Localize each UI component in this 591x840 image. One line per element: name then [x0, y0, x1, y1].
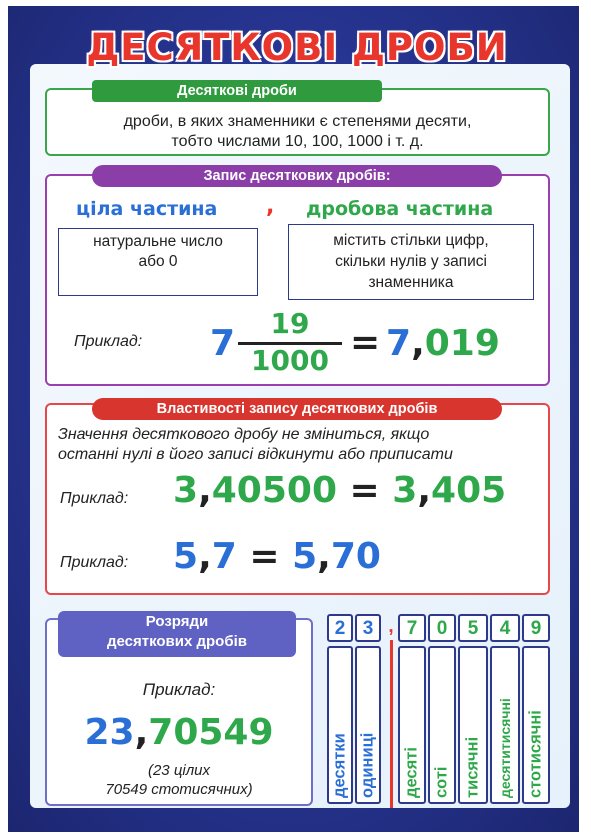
e2b-whole: 5: [292, 536, 318, 577]
frac-desc-3: знаменника: [368, 274, 454, 291]
digit-cell: [458, 614, 488, 642]
digit-cell: [327, 614, 353, 642]
whole-desc-1: натуральне число: [93, 233, 223, 250]
places-fraction: 70549: [148, 712, 274, 753]
notation-tab: Запис десяткових дробів:: [92, 165, 502, 187]
place-name: соті: [432, 766, 451, 798]
digit-cell: [490, 614, 520, 642]
place-name-cell: [458, 646, 488, 804]
whole-part-label: ціла частина: [76, 198, 218, 220]
property-example-2: [173, 536, 381, 577]
place-digit: 2: [334, 618, 346, 639]
e2b-fraction: 70: [330, 536, 381, 577]
e1b-whole: 3: [392, 470, 418, 511]
e2a-fraction: 7: [211, 536, 237, 577]
digit-cell: [398, 614, 426, 642]
place-name: десяті: [402, 747, 421, 798]
place-name: десятки: [330, 733, 349, 798]
notation-equals: =: [350, 322, 381, 363]
whole-desc-2: або 0: [138, 253, 178, 270]
e2a-comma: ,: [198, 536, 212, 577]
notation-example-label: Приклад:: [74, 333, 143, 350]
place-digit: 4: [499, 618, 511, 639]
places-whole: 23: [84, 712, 135, 753]
result-fraction: 019: [424, 323, 500, 364]
definition-text-2: тобто числами 10, 100, 1000 і т. д.: [171, 133, 424, 150]
properties-tab: Властивості запису десяткових дробів: [92, 398, 502, 420]
e1-equals: =: [349, 470, 380, 511]
e1a-whole: 3: [173, 470, 199, 511]
fraction-denominator: 1000: [251, 344, 329, 377]
place-name-cell: [327, 646, 353, 804]
notation-result: [386, 323, 500, 364]
mixed-whole: 7: [210, 323, 236, 364]
places-tab-line-2: десяткових дробів: [106, 633, 248, 650]
digit-cell: [428, 614, 456, 642]
place-digit: 3: [362, 618, 374, 639]
frac-desc-1: містить стільки цифр,: [333, 232, 489, 249]
e2a-whole: 5: [173, 536, 199, 577]
property-example-1: [173, 470, 506, 511]
place-digit: 5: [467, 618, 479, 639]
fraction-numerator: 19: [270, 307, 310, 340]
place-name: тисячні: [463, 736, 482, 798]
place-name-cell: [490, 646, 520, 804]
frac-desc-2: скільки нулів у записі: [335, 253, 487, 270]
e1a-fraction: 40500: [211, 470, 337, 511]
place-digit: 0: [436, 618, 448, 639]
e1b-fraction: 405: [431, 470, 507, 511]
places-example-number: [45, 712, 313, 753]
place-comma: ,: [388, 616, 394, 637]
place-name-cell: [522, 646, 550, 804]
result-comma: ,: [411, 323, 425, 364]
digit-cell: [355, 614, 381, 642]
place-name: десятитисячні: [497, 698, 513, 798]
page-title: ДЕСЯТКОВІ ДРОБИ: [86, 26, 508, 69]
places-note-2: 70549 стотисячних): [105, 781, 253, 798]
place-digit: 9: [530, 618, 542, 639]
property-text-1: Значення десяткового дробу не зміниться, якщо: [58, 426, 430, 443]
place-digit: 7: [406, 618, 418, 639]
place-name: стотисячні: [526, 710, 545, 798]
fraction-part-label: дробова частина: [306, 198, 494, 220]
places-tab-line-1: Розряди: [145, 613, 209, 630]
place-name-cell: [398, 646, 426, 804]
place-name-cell: [355, 646, 381, 804]
definition-tab: Десяткові дроби: [92, 80, 382, 102]
place-name-cell: [428, 646, 456, 804]
decimal-divider-line: [390, 640, 393, 808]
place-comma-cell: [384, 614, 398, 642]
e1b-comma: ,: [417, 470, 432, 511]
places-example-label: Приклад:: [142, 680, 216, 699]
e2b-comma: ,: [317, 536, 331, 577]
place-name: одиниці: [358, 732, 377, 798]
places-note-1: (23 цілих: [147, 762, 211, 779]
property-text-2: останні нулі в його записі відкинути або приписати: [58, 446, 453, 463]
e2-equals: =: [249, 536, 280, 577]
property-example-label-2: Приклад:: [60, 554, 129, 571]
places-comma: ,: [134, 712, 149, 753]
result-whole: 7: [386, 323, 412, 364]
digit-cell: [522, 614, 550, 642]
definition-text-1: дроби, в яких знаменники є степенями десяти,: [123, 113, 472, 130]
e1a-comma: ,: [198, 470, 212, 511]
comma-separator: ,: [266, 194, 275, 219]
property-example-label-1: Приклад:: [60, 490, 129, 507]
